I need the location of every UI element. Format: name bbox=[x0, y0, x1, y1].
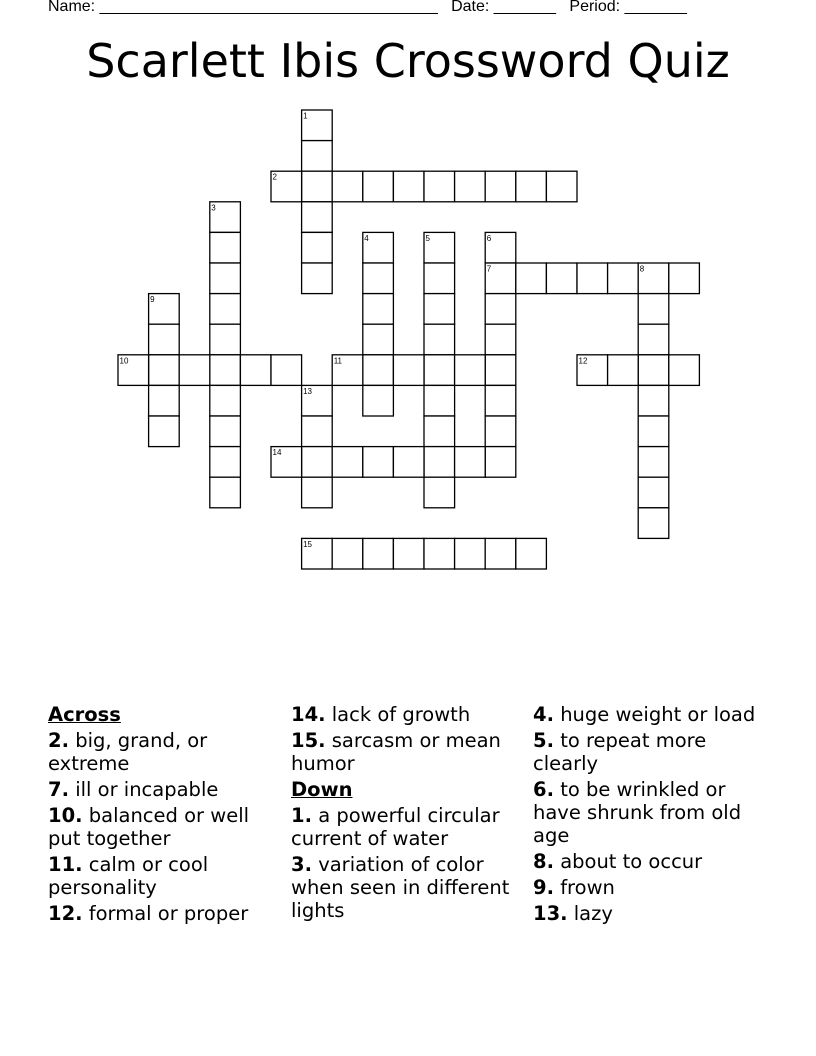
crossword-cell[interactable] bbox=[363, 355, 394, 386]
crossword-cell[interactable] bbox=[455, 447, 486, 478]
clue-text: a powerful circular current of water bbox=[291, 804, 500, 850]
crossword-cell[interactable] bbox=[455, 355, 486, 386]
cell-number: 11 bbox=[333, 356, 343, 366]
across-clue-10 bbox=[48, 804, 280, 850]
across-clue-14 bbox=[291, 703, 523, 726]
crossword-cell[interactable] bbox=[393, 355, 424, 386]
clue-number: 9. bbox=[533, 876, 554, 899]
down-clue-5 bbox=[533, 729, 765, 775]
down-clue-8 bbox=[533, 850, 765, 873]
crossword-cell[interactable] bbox=[485, 385, 516, 416]
clue-text: about to occur bbox=[560, 850, 703, 873]
across-heading: Across bbox=[48, 703, 121, 726]
clue-text: big, grand, or extreme bbox=[48, 729, 208, 775]
crossword-cell[interactable] bbox=[638, 324, 669, 355]
crossword-cell[interactable] bbox=[516, 171, 547, 202]
crossword-cell[interactable] bbox=[302, 202, 333, 233]
cell-number: 13 bbox=[303, 386, 313, 396]
crossword-cell[interactable] bbox=[424, 294, 455, 325]
period-blank[interactable]: _______ bbox=[624, 0, 687, 15]
crossword-cell[interactable] bbox=[210, 416, 241, 447]
crossword-cell[interactable] bbox=[393, 447, 424, 478]
crossword-cell[interactable] bbox=[149, 324, 180, 355]
cell-number: 12 bbox=[578, 356, 588, 366]
cell-number: 14 bbox=[272, 448, 282, 458]
cell-number: 8 bbox=[639, 264, 645, 274]
crossword-cell[interactable] bbox=[516, 263, 547, 294]
crossword-cell[interactable] bbox=[546, 171, 577, 202]
crossword-cell[interactable] bbox=[393, 538, 424, 569]
cell-number: 7 bbox=[486, 264, 492, 274]
crossword-cell[interactable] bbox=[179, 355, 210, 386]
clues-column-2 bbox=[291, 703, 523, 925]
clue-number: 7. bbox=[48, 778, 69, 801]
cell-number: 6 bbox=[486, 233, 492, 243]
crossword-cell[interactable] bbox=[424, 324, 455, 355]
crossword-cell[interactable] bbox=[577, 263, 608, 294]
crossword-cell[interactable] bbox=[149, 416, 180, 447]
crossword-cell[interactable] bbox=[516, 538, 547, 569]
crossword-cell[interactable] bbox=[485, 294, 516, 325]
clue-number: 8. bbox=[533, 850, 554, 873]
clue-number: 2. bbox=[48, 729, 69, 752]
crossword-cell[interactable] bbox=[363, 385, 394, 416]
crossword-cell[interactable] bbox=[424, 538, 455, 569]
crossword-cell[interactable] bbox=[546, 263, 577, 294]
crossword-cell[interactable] bbox=[302, 141, 333, 172]
crossword-cell[interactable] bbox=[210, 385, 241, 416]
crossword-cell[interactable] bbox=[302, 263, 333, 294]
clues-column-1 bbox=[48, 703, 280, 928]
clue-number: 12. bbox=[48, 902, 83, 925]
crossword-cell[interactable] bbox=[363, 263, 394, 294]
clue-number: 4. bbox=[533, 703, 554, 726]
crossword-cell[interactable] bbox=[638, 416, 669, 447]
crossword-cell[interactable] bbox=[424, 263, 455, 294]
crossword-cell[interactable] bbox=[608, 263, 639, 294]
clue-number: 1. bbox=[291, 804, 312, 827]
clue-number: 5. bbox=[533, 729, 554, 752]
period-label: Period: bbox=[569, 0, 621, 15]
crossword-cell[interactable] bbox=[332, 447, 363, 478]
crossword-cell[interactable] bbox=[302, 477, 333, 508]
down-clue-6 bbox=[533, 778, 765, 847]
crossword-cell[interactable] bbox=[424, 447, 455, 478]
cell-number: 1 bbox=[303, 111, 308, 121]
crossword-cell[interactable] bbox=[149, 385, 180, 416]
clue-text: balanced or well put together bbox=[48, 804, 250, 850]
crossword-cell[interactable] bbox=[210, 294, 241, 325]
crossword-cell[interactable] bbox=[393, 171, 424, 202]
crossword-cell[interactable] bbox=[669, 355, 700, 386]
crossword-cell[interactable] bbox=[210, 447, 241, 478]
crossword-cell[interactable] bbox=[240, 355, 271, 386]
clues-column-3 bbox=[533, 703, 765, 928]
crossword-cell[interactable] bbox=[485, 447, 516, 478]
down-clue-13 bbox=[533, 902, 765, 925]
crossword-cell[interactable] bbox=[638, 355, 669, 386]
crossword-cell[interactable] bbox=[210, 324, 241, 355]
crossword-cell[interactable] bbox=[271, 355, 302, 386]
clue-number: 14. bbox=[291, 703, 326, 726]
clue-number: 3. bbox=[291, 853, 312, 876]
crossword-cell[interactable] bbox=[363, 171, 394, 202]
clue-text: formal or proper bbox=[88, 902, 249, 925]
crossword-cell[interactable] bbox=[424, 385, 455, 416]
clue-number: 6. bbox=[533, 778, 554, 801]
clue-text: to be wrinkled or have shrunk from old age bbox=[533, 778, 742, 847]
crossword-cell[interactable] bbox=[149, 355, 180, 386]
across-clue-7 bbox=[48, 778, 280, 801]
crossword-cell[interactable] bbox=[455, 171, 486, 202]
down-heading: Down bbox=[291, 778, 353, 801]
clue-text: to repeat more clearly bbox=[533, 729, 707, 775]
crossword-cell[interactable] bbox=[638, 477, 669, 508]
cell-number: 5 bbox=[425, 233, 430, 243]
clue-text: huge weight or load bbox=[560, 703, 756, 726]
crossword-cell[interactable] bbox=[669, 263, 700, 294]
across-clue-2 bbox=[48, 729, 280, 775]
crossword-cell[interactable] bbox=[210, 232, 241, 263]
crossword-cell[interactable] bbox=[455, 538, 486, 569]
crossword-cell[interactable] bbox=[485, 416, 516, 447]
crossword-cell[interactable] bbox=[485, 538, 516, 569]
crossword-cell[interactable] bbox=[363, 538, 394, 569]
cell-number: 10 bbox=[119, 356, 129, 366]
crossword-cell[interactable] bbox=[485, 324, 516, 355]
clue-number: 10. bbox=[48, 804, 83, 827]
crossword-cell[interactable] bbox=[210, 355, 241, 386]
down-clue-4 bbox=[533, 703, 765, 726]
crossword-cell[interactable] bbox=[332, 538, 363, 569]
crossword-cell[interactable] bbox=[363, 324, 394, 355]
crossword-cell[interactable] bbox=[302, 447, 333, 478]
cell-number: 3 bbox=[211, 203, 216, 213]
date-blank[interactable]: _______ bbox=[493, 0, 557, 15]
cell-number: 15 bbox=[303, 539, 313, 549]
crossword-cell[interactable] bbox=[424, 355, 455, 386]
crossword-cell[interactable] bbox=[638, 294, 669, 325]
clue-text: sarcasm or mean humor bbox=[291, 729, 501, 775]
crossword-cell[interactable] bbox=[302, 232, 333, 263]
crossword-cell[interactable] bbox=[210, 477, 241, 508]
clue-text: lack of growth bbox=[331, 703, 471, 726]
name-blank[interactable]: ______________________________________ bbox=[99, 0, 438, 15]
crossword-cell[interactable] bbox=[638, 447, 669, 478]
cell-number: 2 bbox=[272, 172, 277, 182]
crossword-cell[interactable] bbox=[638, 385, 669, 416]
across-clue-12 bbox=[48, 902, 280, 925]
crossword-cell[interactable] bbox=[485, 355, 516, 386]
across-clue-11 bbox=[48, 853, 280, 899]
clue-text: frown bbox=[560, 876, 615, 899]
clue-number: 15. bbox=[291, 729, 326, 752]
cell-number: 4 bbox=[364, 233, 369, 243]
crossword-cell[interactable] bbox=[302, 416, 333, 447]
crossword-cell[interactable] bbox=[485, 171, 516, 202]
page-title: Scarlett Ibis Crossword Quiz bbox=[86, 34, 730, 88]
crossword-cell[interactable] bbox=[363, 294, 394, 325]
crossword-cell[interactable] bbox=[332, 171, 363, 202]
crossword-cell[interactable] bbox=[638, 508, 669, 539]
clue-text: variation of color when seen in different lights bbox=[291, 853, 510, 922]
down-clue-9 bbox=[533, 876, 765, 899]
name-label: Name: bbox=[48, 0, 96, 15]
crossword-cell[interactable] bbox=[210, 263, 241, 294]
clue-text: lazy bbox=[573, 902, 613, 925]
crossword-cell[interactable] bbox=[302, 171, 333, 202]
clue-text: calm or cool personality bbox=[48, 853, 209, 899]
crossword-cell[interactable] bbox=[424, 416, 455, 447]
clue-number: 11. bbox=[48, 853, 83, 876]
crossword-cell[interactable] bbox=[608, 355, 639, 386]
across-clue-15 bbox=[291, 729, 523, 775]
down-clue-3 bbox=[291, 853, 523, 922]
clue-text: ill or incapable bbox=[75, 778, 219, 801]
cell-number: 9 bbox=[150, 295, 155, 305]
down-clue-1 bbox=[291, 804, 523, 850]
crossword-cell[interactable] bbox=[424, 477, 455, 508]
crossword-cell[interactable] bbox=[363, 447, 394, 478]
crossword-cell[interactable] bbox=[424, 171, 455, 202]
clue-number: 13. bbox=[533, 902, 568, 925]
date-label: Date: bbox=[451, 0, 490, 15]
